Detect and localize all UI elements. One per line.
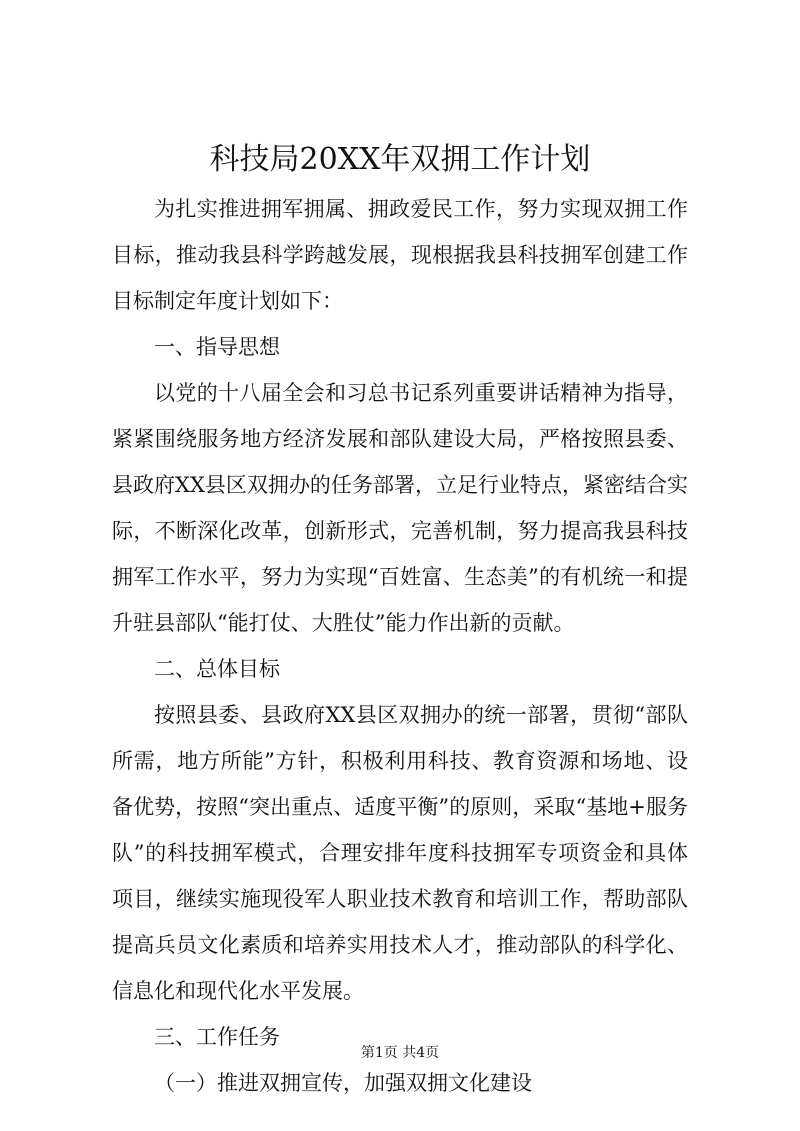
section-heading-guiding-ideology: 一、指导思想 — [154, 335, 280, 359]
section-heading-work-tasks: 三、工作任务 — [154, 1025, 280, 1049]
page-footer: 第1页 共4页 — [360, 1045, 440, 1061]
section-heading-overall-goals: 二、总体目标 — [154, 657, 280, 681]
document-title: 科技局20XX年双拥工作计划 — [209, 142, 591, 177]
overall-goals-paragraph: 按照县委、县政府XX县区双拥办的统一部署，贯彻“部队所需，地方所能”方针，积极利用科技、教育资源和场地、设备优势，按照“突出重点、适度平衡”的原则，采取“基地+服务队”的科技拥军模式，合理安排年度科技拥军专项资金和具体项目，继续实施现役军人职业技术教育和培训工作，帮助部队提高兵员文化素质和培养实用技术人才，推动部队的科学化、信息化和现代化水平发展。 — [112, 703, 688, 1003]
document-body — [112, 186, 688, 1106]
guiding-ideology-paragraph: 以党的十八届全会和习总书记系列重要讲话精神为指导，紧紧围绕服务地方经济发展和部队建设大局，严格按照县委、县政府XX县区双拥办的任务部署，立足行业特点，紧密结合实际，不断深化改革，创新形式，完善机制，努力提高我县科技拥军工作水平，努力为实现“百姓富、生态美”的有机统一和提升驻县部队“能打仗、大胜仗”能力作出新的贡献。 — [112, 381, 688, 635]
subsection-heading-publicity: （一）推进双拥宣传，加强双拥文化建设 — [154, 1071, 532, 1095]
intro-paragraph: 为扎实推进拥军拥属、拥政爱民工作，努力实现双拥工作目标，推动我县科学跨越发展，现根据我县科技拥军创建工作目标制定年度计划如下： — [112, 197, 688, 313]
